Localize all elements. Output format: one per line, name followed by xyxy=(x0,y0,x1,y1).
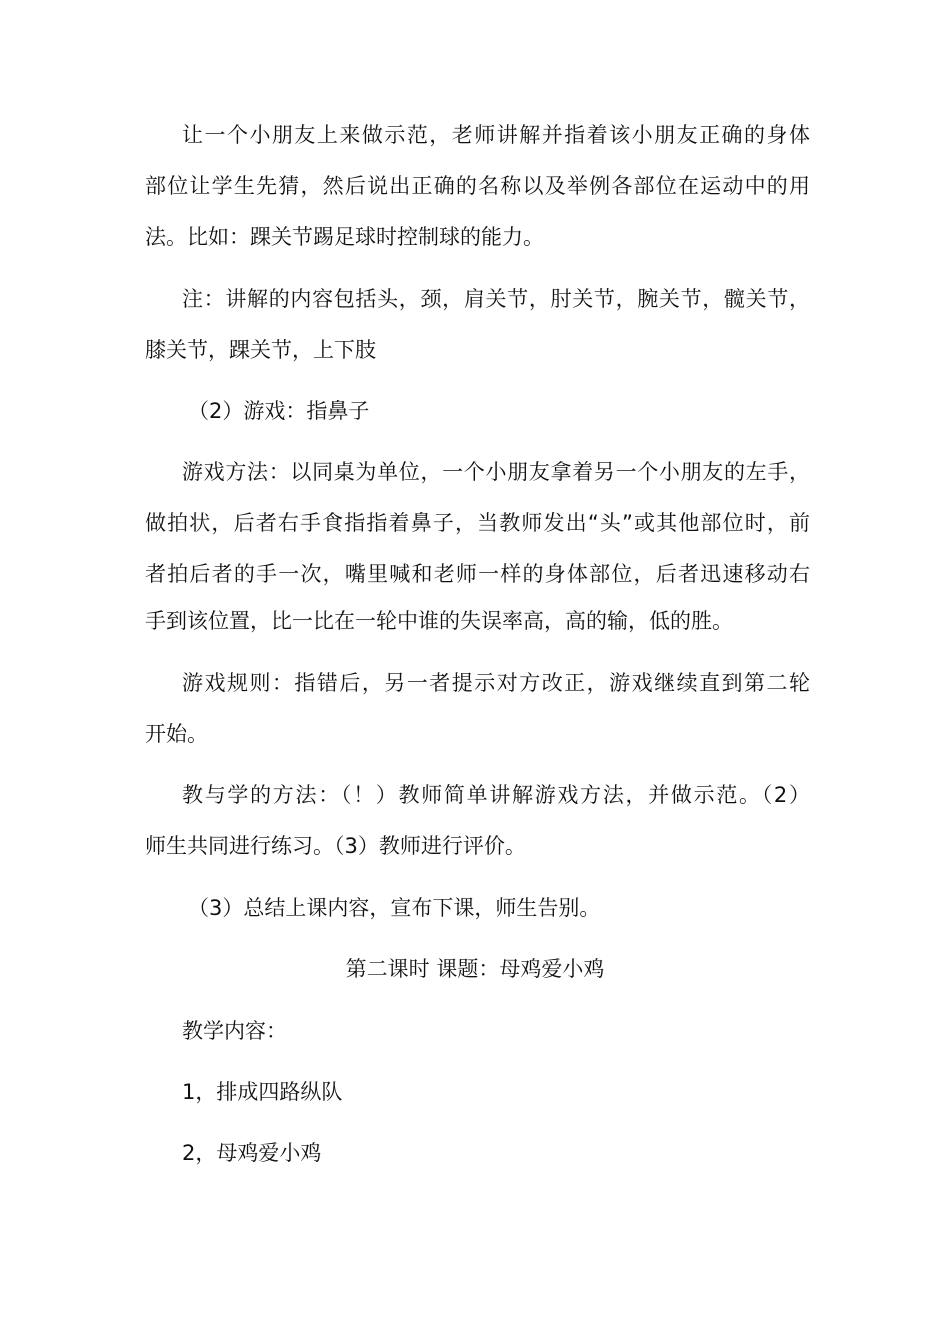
paragraph-demo-line-3: 法。比如：踝关节踢足球时控制球的能力。 xyxy=(145,225,544,249)
paragraph-teaching-method-line-1: 教与学的方法：（！）教师简单讲解游戏方法，并做示范。（2） xyxy=(182,783,810,807)
section-heading-game: （2）游戏：指鼻子 xyxy=(188,399,370,423)
paragraph-game-method-line-3: 者拍后者的手一次，嘴里喊和老师一样的身体部位，后者迅速移动右 xyxy=(145,562,810,586)
paragraph-game-rules-line-2: 开始。 xyxy=(145,722,208,746)
paragraph-demo-line-1: 让一个小朋友上来做示范，老师讲解并指着该小朋友正确的身体 xyxy=(182,123,810,147)
paragraph-note-line-1: 注：讲解的内容包括头，颈，肩关节，肘关节，腕关节，髋关节， xyxy=(182,287,810,311)
paragraph-summary: （3）总结上课内容，宣布下课，师生告别。 xyxy=(188,896,601,920)
paragraph-game-method-line-4: 手到该位置，比一比在一轮中谁的失误率高，高的输，低的胜。 xyxy=(145,609,733,633)
paragraph-game-rules-line-1: 游戏规则：指错后，另一者提示对方改正，游戏继续直到第二轮 xyxy=(182,671,810,695)
list-item-1: 1，排成四路纵队 xyxy=(182,1080,343,1104)
lesson-title: 第二课时 课题：母鸡爱小鸡 xyxy=(345,957,605,981)
paragraph-note-line-2: 膝关节，踝关节，上下肢 xyxy=(145,338,376,362)
paragraph-demo-line-2: 部位让学生先猜，然后说出正确的名称以及举例各部位在运动中的用 xyxy=(145,174,810,198)
paragraph-teaching-method-line-2: 师生共同进行练习。（3）教师进行评价。 xyxy=(145,834,526,858)
list-item-2: 2，母鸡爱小鸡 xyxy=(182,1141,322,1165)
paragraph-game-method-line-2: 做拍状，后者右手食指指着鼻子，当教师发出“头”或其他部位时，前 xyxy=(145,511,810,535)
teaching-content-heading: 教学内容： xyxy=(182,1019,287,1043)
paragraph-game-method-line-1: 游戏方法：以同桌为单位，一个小朋友拿着另一个小朋友的左手， xyxy=(182,460,810,484)
